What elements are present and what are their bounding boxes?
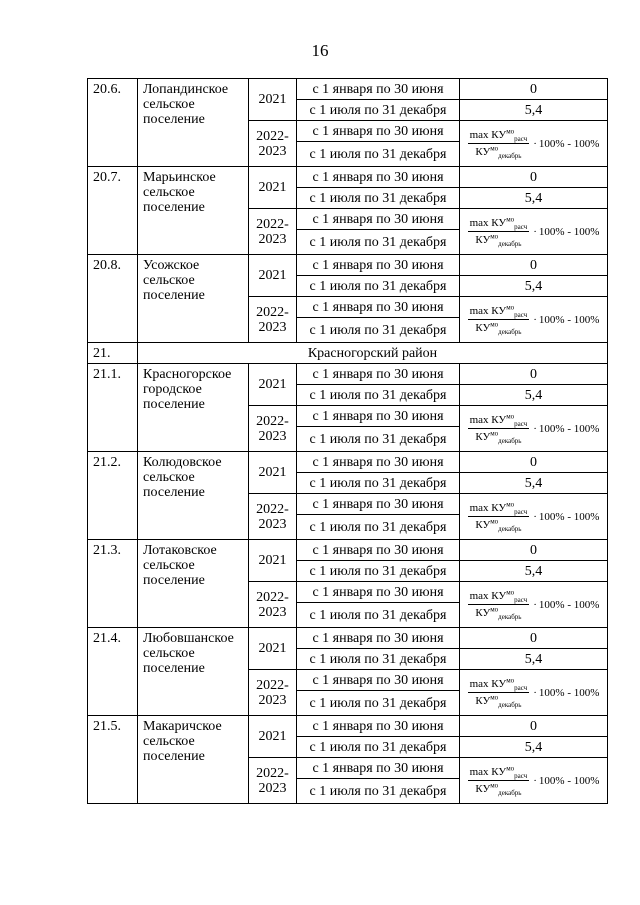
table-row: [88, 167, 608, 188]
table-row: [88, 628, 608, 649]
period-cell: с 1 января по 30 июня: [297, 297, 460, 318]
table-row: [88, 255, 608, 276]
value-cell: 0: [460, 167, 608, 188]
formula-num-sub: расч: [514, 684, 528, 693]
period-cell: с 1 января по 30 июня: [297, 670, 460, 691]
formula-num-sub: расч: [514, 135, 528, 144]
page-number: 16: [311, 41, 329, 60]
formula-den-sub: декабрь: [498, 613, 522, 622]
year-cell: 2021: [249, 540, 297, 582]
formula-times: ·: [533, 774, 537, 787]
formula-numerator: [468, 305, 530, 320]
formula-numerator: [468, 766, 530, 781]
formula-den-ku: КУ: [475, 607, 491, 619]
period-cell: с 1 июля по 31 декабря: [297, 691, 460, 716]
formula-num-sub: расч: [514, 311, 528, 320]
period-cell: с 1 января по 30 июня: [297, 167, 460, 188]
formula-denominator: [475, 320, 522, 337]
formula-num-sup: мо: [506, 764, 515, 773]
value-cell: 5,4: [460, 561, 608, 582]
year-cell: 2021: [249, 79, 297, 121]
year-cell: 2022- 2023: [249, 670, 297, 716]
formula-den-sub: декабрь: [498, 152, 522, 161]
formula-num-sub: расч: [514, 420, 528, 429]
formula-num-sup: мо: [506, 215, 515, 224]
settlement-name: Лотаковское сельское поселение: [138, 540, 249, 628]
formula-cell: [460, 758, 608, 804]
period-cell: с 1 июля по 31 декабря: [297, 188, 460, 209]
year-cell: 2021: [249, 716, 297, 758]
formula-den-sub: декабрь: [498, 240, 522, 249]
settlement-name: Любовшанское сельское поселение: [138, 628, 249, 716]
table-row: [88, 364, 608, 385]
value-cell: 0: [460, 255, 608, 276]
formula-fraction: [468, 764, 530, 798]
formula-max-ku: max КУ: [469, 414, 507, 426]
value-cell: 5,4: [460, 473, 608, 494]
period-cell: с 1 января по 30 июня: [297, 494, 460, 515]
period-cell: с 1 июля по 31 декабря: [297, 649, 460, 670]
formula-den-ku: КУ: [475, 431, 491, 443]
year-cell: 2021: [249, 255, 297, 297]
formula-num-sup: мо: [506, 412, 515, 421]
year-cell: 2022- 2023: [249, 297, 297, 343]
formula-den-sub: декабрь: [498, 701, 522, 710]
formula-den-ku: КУ: [475, 322, 491, 334]
formula-fraction: [468, 127, 530, 161]
formula-fraction: [468, 215, 530, 249]
formula-rest: 100% - 100%: [538, 422, 600, 435]
formula: [460, 495, 607, 538]
formula-cell: [460, 494, 608, 540]
formula-num-sup: мо: [506, 127, 515, 136]
formula-cell: [460, 406, 608, 452]
formula-numerator: [468, 129, 530, 144]
value-cell: 5,4: [460, 276, 608, 297]
formula-num-sub: расч: [514, 596, 528, 605]
formula-times: ·: [533, 598, 537, 611]
value-cell: 0: [460, 79, 608, 100]
formula-cell: [460, 121, 608, 167]
row-number: 21.3.: [88, 540, 138, 628]
formula-rest: 100% - 100%: [538, 598, 600, 611]
formula-fraction: [468, 676, 530, 710]
row-number: 20.8.: [88, 255, 138, 343]
period-cell: с 1 января по 30 июня: [297, 121, 460, 142]
table-row: [88, 79, 608, 100]
formula-num-sup: мо: [506, 303, 515, 312]
period-cell: с 1 января по 30 июня: [297, 582, 460, 603]
table-row: [88, 452, 608, 473]
period-cell: с 1 января по 30 июня: [297, 209, 460, 230]
formula-times: ·: [533, 510, 537, 523]
period-cell: с 1 июля по 31 декабря: [297, 230, 460, 255]
formula-den-ku: КУ: [475, 695, 491, 707]
period-cell: с 1 января по 30 июня: [297, 255, 460, 276]
period-cell: с 1 июля по 31 декабря: [297, 427, 460, 452]
formula-denominator: [475, 144, 522, 161]
formula-num-sup: мо: [506, 588, 515, 597]
formula-denominator: [475, 781, 522, 798]
period-cell: с 1 июля по 31 декабря: [297, 100, 460, 121]
year-cell: 2021: [249, 452, 297, 494]
row-number: 21.: [88, 343, 138, 364]
formula-den-sub: декабрь: [498, 525, 522, 534]
formula-den-sup: мо: [490, 517, 499, 526]
year-cell: 2022- 2023: [249, 406, 297, 452]
formula-cell: [460, 582, 608, 628]
period-cell: с 1 июля по 31 декабря: [297, 515, 460, 540]
formula: [460, 210, 607, 253]
formula-rest: 100% - 100%: [538, 774, 600, 787]
value-cell: 5,4: [460, 737, 608, 758]
period-cell: с 1 июля по 31 декабря: [297, 385, 460, 406]
formula-den-sup: мо: [490, 693, 499, 702]
formula-max-ku: max КУ: [469, 590, 507, 602]
row-number: 20.6.: [88, 79, 138, 167]
value-cell: 0: [460, 364, 608, 385]
period-cell: с 1 июля по 31 декабря: [297, 603, 460, 628]
formula-max-ku: max КУ: [469, 766, 507, 778]
formula-fraction: [468, 588, 530, 622]
formula-numerator: [468, 217, 530, 232]
formula-max-ku: max КУ: [469, 502, 507, 514]
settlement-name: Усожское сельское поселение: [138, 255, 249, 343]
formula: [460, 671, 607, 714]
formula-num-sub: расч: [514, 772, 528, 781]
settlement-name: Марьинское сельское поселение: [138, 167, 249, 255]
tariff-table: [87, 78, 608, 804]
value-cell: 5,4: [460, 385, 608, 406]
formula-den-ku: КУ: [475, 146, 491, 158]
formula-times: ·: [533, 137, 537, 150]
period-cell: с 1 января по 30 июня: [297, 628, 460, 649]
table-row: [88, 716, 608, 737]
formula: [460, 759, 607, 802]
formula: [460, 407, 607, 450]
period-cell: с 1 января по 30 июня: [297, 364, 460, 385]
formula: [460, 583, 607, 626]
value-cell: 0: [460, 540, 608, 561]
formula-num-sup: мо: [506, 500, 515, 509]
settlement-name: Лопандинское сельское поселение: [138, 79, 249, 167]
formula-max-ku: max КУ: [469, 305, 507, 317]
formula-fraction: [468, 412, 530, 446]
value-cell: 5,4: [460, 649, 608, 670]
period-cell: с 1 июля по 31 декабря: [297, 142, 460, 167]
formula-times: ·: [533, 313, 537, 326]
period-cell: с 1 июля по 31 декабря: [297, 276, 460, 297]
formula-denominator: [475, 429, 522, 446]
formula-numerator: [468, 414, 530, 429]
settlement-name: Красногорское городское поселение: [138, 364, 249, 452]
formula-den-sub: декабрь: [498, 328, 522, 337]
row-number: 21.2.: [88, 452, 138, 540]
period-cell: с 1 января по 30 июня: [297, 452, 460, 473]
value-cell: 0: [460, 628, 608, 649]
formula-num-sup: мо: [506, 676, 515, 685]
formula-numerator: [468, 590, 530, 605]
period-cell: с 1 июля по 31 декабря: [297, 318, 460, 343]
year-cell: 2022- 2023: [249, 494, 297, 540]
formula-times: ·: [533, 686, 537, 699]
district-row: [88, 343, 608, 364]
formula-max-ku: max КУ: [469, 129, 507, 141]
period-cell: с 1 января по 30 июня: [297, 79, 460, 100]
period-cell: с 1 июля по 31 декабря: [297, 737, 460, 758]
period-cell: с 1 июля по 31 декабря: [297, 473, 460, 494]
formula-max-ku: max КУ: [469, 678, 507, 690]
formula-times: ·: [533, 225, 537, 238]
formula-denominator: [475, 605, 522, 622]
value-cell: 5,4: [460, 100, 608, 121]
formula-denominator: [475, 693, 522, 710]
value-cell: 0: [460, 716, 608, 737]
formula-cell: [460, 670, 608, 716]
formula-den-ku: КУ: [475, 783, 491, 795]
formula-rest: 100% - 100%: [538, 225, 600, 238]
formula-den-sup: мо: [490, 781, 499, 790]
formula-den-sub: декабрь: [498, 789, 522, 798]
period-cell: с 1 января по 30 июня: [297, 716, 460, 737]
formula-denominator: [475, 517, 522, 534]
year-cell: 2022- 2023: [249, 758, 297, 804]
value-cell: 0: [460, 452, 608, 473]
row-number: 21.5.: [88, 716, 138, 804]
year-cell: 2021: [249, 364, 297, 406]
formula-cell: [460, 209, 608, 255]
formula-fraction: [468, 303, 530, 337]
period-cell: с 1 июля по 31 декабря: [297, 779, 460, 804]
year-cell: 2022- 2023: [249, 582, 297, 628]
period-cell: с 1 января по 30 июня: [297, 540, 460, 561]
formula-num-sub: расч: [514, 508, 528, 517]
formula-den-sup: мо: [490, 232, 499, 241]
formula-cell: [460, 297, 608, 343]
year-cell: 2021: [249, 167, 297, 209]
period-cell: с 1 июля по 31 декабря: [297, 561, 460, 582]
settlement-name: Макаричское сельское поселение: [138, 716, 249, 804]
formula-den-ku: КУ: [475, 234, 491, 246]
year-cell: 2022- 2023: [249, 209, 297, 255]
table-row: [88, 540, 608, 561]
formula-den-sub: декабрь: [498, 437, 522, 446]
year-cell: 2021: [249, 628, 297, 670]
district-name: Красногорский район: [138, 343, 608, 364]
formula: [460, 122, 607, 165]
period-cell: с 1 января по 30 июня: [297, 758, 460, 779]
formula-num-sub: расч: [514, 223, 528, 232]
formula-rest: 100% - 100%: [538, 510, 600, 523]
formula-max-ku: max КУ: [469, 217, 507, 229]
formula-den-sup: мо: [490, 320, 499, 329]
formula-den-sup: мо: [490, 605, 499, 614]
formula-den-sup: мо: [490, 144, 499, 153]
year-cell: 2022- 2023: [249, 121, 297, 167]
row-number: 20.7.: [88, 167, 138, 255]
value-cell: 5,4: [460, 188, 608, 209]
formula-den-ku: КУ: [475, 519, 491, 531]
formula-rest: 100% - 100%: [538, 686, 600, 699]
formula: [460, 298, 607, 341]
formula-numerator: [468, 678, 530, 693]
formula-den-sup: мо: [490, 429, 499, 438]
row-number: 21.4.: [88, 628, 138, 716]
formula-rest: 100% - 100%: [538, 137, 600, 150]
formula-fraction: [468, 500, 530, 534]
formula-times: ·: [533, 422, 537, 435]
formula-numerator: [468, 502, 530, 517]
period-cell: с 1 января по 30 июня: [297, 406, 460, 427]
formula-rest: 100% - 100%: [538, 313, 600, 326]
row-number: 21.1.: [88, 364, 138, 452]
settlement-name: Колюдовское сельское поселение: [138, 452, 249, 540]
formula-denominator: [475, 232, 522, 249]
